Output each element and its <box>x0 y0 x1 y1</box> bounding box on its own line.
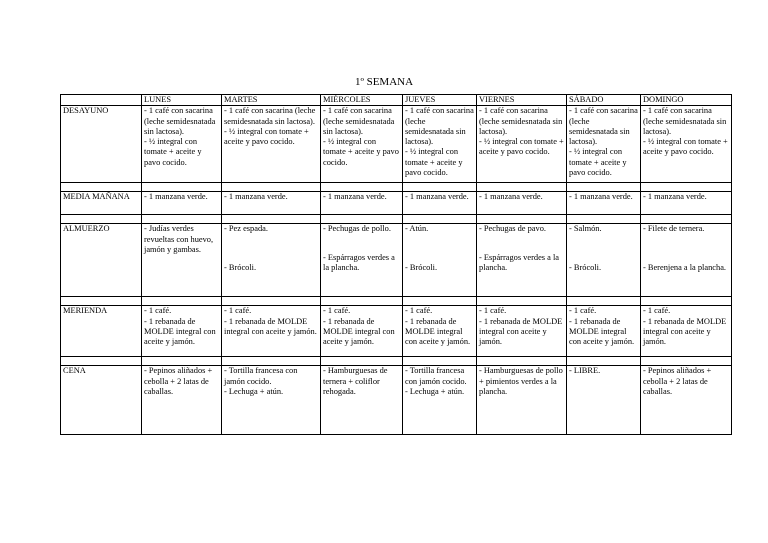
gap-row <box>61 357 732 366</box>
menu-cell <box>321 192 403 215</box>
menu-cell <box>641 224 732 297</box>
menu-cell <box>477 224 567 297</box>
menu-cell <box>477 192 567 215</box>
meal-label-merienda: MERIENDA <box>61 306 142 357</box>
menu-cell <box>477 106 567 183</box>
meal-label-desayuno: DESAYUNO <box>61 106 142 183</box>
menu-item-text: - 1 manzana verde. <box>323 192 387 202</box>
menu-item-text: - ½ integral con tomate + aceite y pavo cocido. <box>144 137 202 167</box>
meal-row-merienda <box>61 306 732 357</box>
menu-item-text: - 1 rebanada de MOLDE integral con aceite y jamón. <box>323 316 395 347</box>
day-header-lunes: LUNES <box>142 95 222 106</box>
menu-item-text: - Pepinos aliñados + cebolla + 2 latas de caballas. <box>144 366 213 396</box>
menu-cell <box>142 366 222 435</box>
menu-item-text: - Pechugas de pavo. <box>479 224 546 234</box>
day-header-martes: MARTES <box>222 95 321 106</box>
menu-item-text: - 1 café con sacarina (leche semidesnatada sin lactosa). <box>479 106 563 136</box>
menu-cell <box>641 366 732 435</box>
menu-item-text: - Brócoli. <box>224 262 257 272</box>
menu-cell <box>403 224 477 297</box>
menu-item-text: - 1 rebanada de MOLDE integral con aceite y jamón. <box>405 316 471 347</box>
menu-item-text: - 1 café con sacarina (leche semidesnatada sin lactosa). <box>144 106 216 136</box>
menu-cell <box>641 106 732 183</box>
weekly-menu-table <box>60 94 732 435</box>
menu-item-text: - ½ integral con tomate + aceite y pavo cocido. <box>643 137 728 157</box>
menu-item-text: - 1 rebanada de MOLDE integral con aceite y jamón. <box>144 316 216 347</box>
menu-cell <box>567 106 641 183</box>
menu-item-text: - 1 manzana verde. <box>224 192 288 202</box>
menu-cell <box>477 306 567 357</box>
menu-item-text: - Tortilla francesa con jamón cocido. <box>405 366 467 386</box>
menu-cell <box>222 366 321 435</box>
menu-item-text: - Espárragos verdes a la plancha. <box>479 252 559 272</box>
menu-item-text: - 1 manzana verde. <box>479 192 543 202</box>
menu-item-text: - Pez espada. <box>224 224 268 234</box>
meal-label-media-manana: MEDIA MAÑANA <box>61 192 142 215</box>
menu-item-text: - 1 café con sacarina (leche semidesnatada sin lactosa). <box>569 106 638 147</box>
meal-row-almuerzo <box>61 224 732 297</box>
menu-item-text: - ½ integral con tomate + aceite y pavo cocido. <box>569 147 627 178</box>
menu-cell <box>477 366 567 435</box>
menu-cell <box>222 106 321 183</box>
menu-item-text: - 1 rebanada de MOLDE integral con aceite y jamón. <box>643 316 727 347</box>
menu-item-text: - Judías verdes revueltas con huevo, jamón y gambas. <box>144 224 214 254</box>
menu-cell <box>321 224 403 297</box>
menu-cell <box>321 306 403 357</box>
day-header-viernes: VIERNES <box>477 95 567 106</box>
day-header-miercoles: MIÉRCOLES <box>321 95 403 106</box>
menu-item-text: - Pechugas de pollo. <box>323 224 391 234</box>
day-header-jueves: JUEVES <box>403 95 477 106</box>
menu-item-text: - 1 café. <box>323 306 351 316</box>
menu-item-text: - 1 café con sacarina (leche semidesnatada sin lactosa). <box>405 106 474 147</box>
meal-label-cena: CENA <box>61 366 142 435</box>
menu-item-text: - 1 café con sacarina (leche semidesnatada sin lactosa). <box>323 106 395 136</box>
day-header-sabado: SÁBADO <box>567 95 641 106</box>
menu-item-text: - 1 café. <box>405 306 433 316</box>
menu-cell <box>142 192 222 215</box>
meal-row-media-manana <box>61 192 732 215</box>
menu-item-text: - Pepinos aliñados + cebolla + 2 latas de caballas. <box>643 366 712 396</box>
menu-item-text: - 1 café. <box>569 306 597 316</box>
menu-cell <box>222 224 321 297</box>
menu-item-text: - Berenjena a la plancha. <box>643 262 727 272</box>
menu-item-text: - 1 manzana verde. <box>569 192 633 202</box>
meal-label-almuerzo: ALMUERZO <box>61 224 142 297</box>
menu-item-text: - 1 café. <box>224 306 252 316</box>
menu-cell <box>403 106 477 183</box>
menu-item-text: - Brócoli. <box>405 262 438 272</box>
meal-row-desayuno <box>61 106 732 183</box>
menu-item-text: - Lechuga + atún. <box>405 386 465 396</box>
menu-item-text: - 1 rebanada de MOLDE integral con aceite y jamón. <box>224 316 317 336</box>
menu-item-text: - ½ integral con tomate + aceite y pavo cocido. <box>323 137 399 167</box>
menu-item-text: - 1 café. <box>479 306 507 316</box>
menu-item-text: - 1 manzana verde. <box>405 192 469 202</box>
menu-item-text: - Lechuga + atún. <box>224 386 284 396</box>
menu-item-text: - 1 rebanada de MOLDE integral con aceite y jamón. <box>569 316 635 347</box>
menu-item-text: - LIBRE. <box>569 366 601 376</box>
menu-item-text: - ½ integral con tomate + aceite y pavo cocido. <box>224 126 309 147</box>
menu-cell <box>567 366 641 435</box>
menu-item-text: - ½ integral con tomate + aceite y pavo cocido. <box>405 147 463 178</box>
menu-cell <box>641 192 732 215</box>
header-row <box>61 95 732 106</box>
menu-cell <box>403 192 477 215</box>
gap-row <box>61 183 732 192</box>
menu-item-text: - 1 café. <box>643 306 671 316</box>
menu-item-text: - 1 café. <box>144 306 172 316</box>
menu-item-text: - Hamburguesas de ternera + coliflor rehogada. <box>323 366 388 396</box>
menu-item-text: - Atún. <box>405 224 429 234</box>
menu-item-text: - 1 rebanada de MOLDE integral con aceite y jamón. <box>479 316 563 347</box>
menu-item-text: - Brócoli. <box>569 262 602 272</box>
menu-cell <box>403 366 477 435</box>
page-title: 1º SEMANA <box>354 76 414 88</box>
menu-item-text: - Hamburguesas de pollo + pimientos verdes a la plancha. <box>479 366 563 396</box>
meal-row-cena <box>61 366 732 435</box>
menu-cell <box>222 192 321 215</box>
menu-item-text: - ½ integral con tomate + aceite y pavo cocido. <box>479 137 564 157</box>
menu-item-text: - Tortilla francesa con jamón cocido. <box>224 366 298 386</box>
menu-item-text: - 1 manzana verde. <box>144 192 208 202</box>
menu-cell <box>142 306 222 357</box>
menu-cell <box>142 224 222 297</box>
day-header-domingo: DOMINGO <box>641 95 732 106</box>
menu-item-text: - 1 café con sacarina (leche semidesnatada sin lactosa). <box>224 106 316 126</box>
gap-row <box>61 215 732 224</box>
menu-item-text: - Espárragos verdes a la plancha. <box>323 252 395 272</box>
menu-cell <box>222 306 321 357</box>
corner-cell <box>61 95 142 106</box>
menu-cell <box>567 192 641 215</box>
menu-cell <box>567 306 641 357</box>
menu-item-text: - Salmón. <box>569 224 602 234</box>
menu-cell <box>641 306 732 357</box>
menu-item-text: - 1 manzana verde. <box>643 192 707 202</box>
menu-cell <box>403 306 477 357</box>
menu-item-text: - 1 café con sacarina (leche semidesnatada sin lactosa). <box>643 106 727 136</box>
menu-cell <box>321 106 403 183</box>
menu-cell <box>567 224 641 297</box>
menu-cell <box>142 106 222 183</box>
gap-row <box>61 297 732 306</box>
menu-item-text <box>144 255 219 275</box>
menu-cell <box>321 366 403 435</box>
menu-item-text: - Filete de ternera. <box>643 224 705 234</box>
